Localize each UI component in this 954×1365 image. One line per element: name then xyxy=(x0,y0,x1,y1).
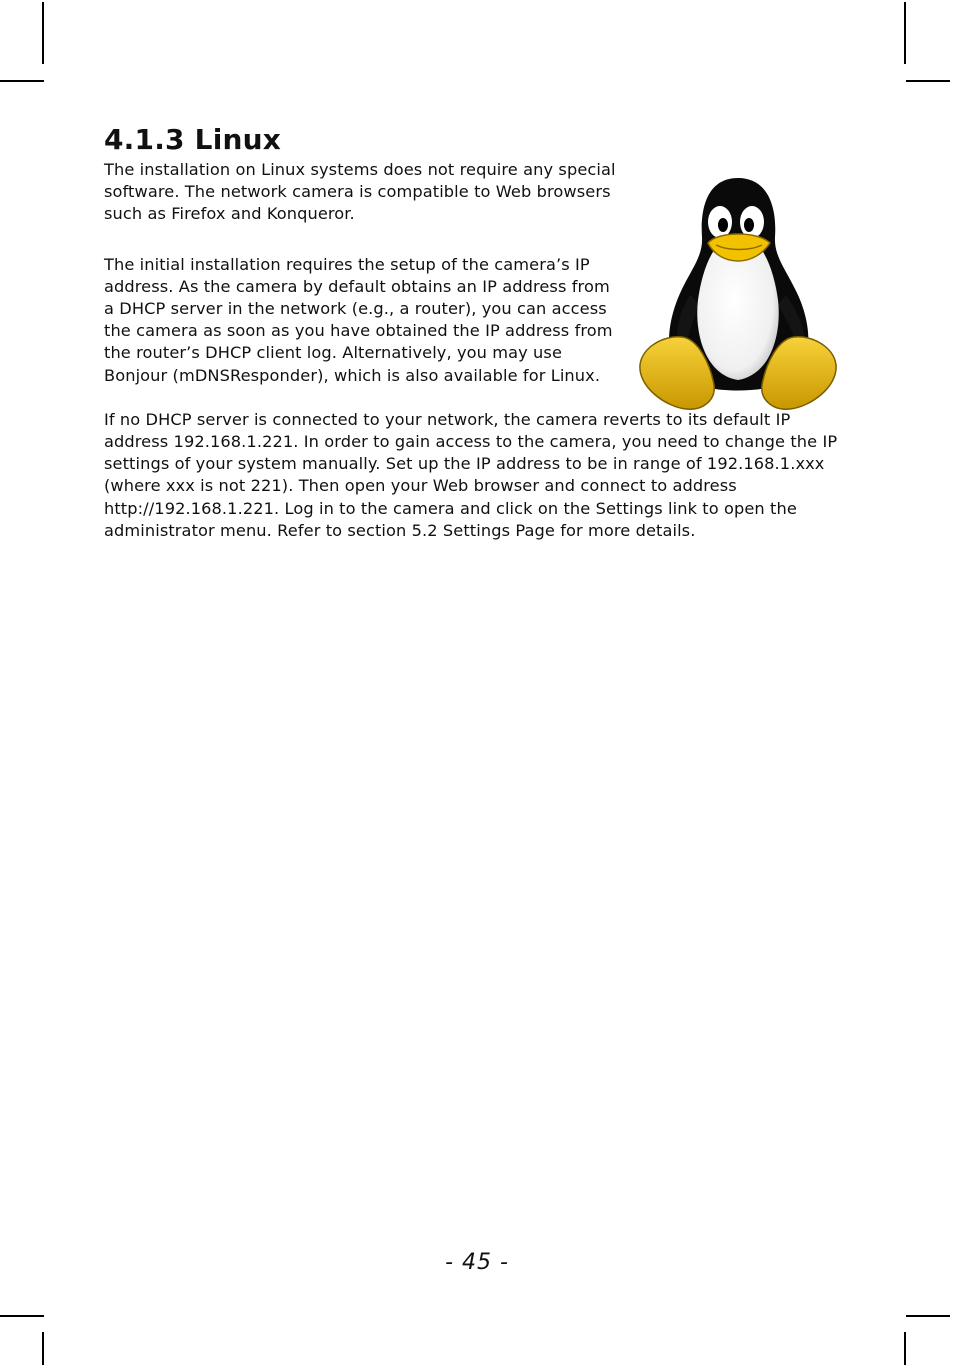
paragraph-intro: The installation on Linux systems does not require any special software. The network camera is compatible to Web browsers such as Firefox and Konqueror. xyxy=(104,160,616,224)
crop-mark xyxy=(906,80,950,82)
tux-penguin-icon xyxy=(638,175,838,411)
paragraph-initial-setup: The initial installation requires the setup of the camera’s IP address. As the camera by default obtains an IP address from a DHCP server in the network (e.g., a router), you can access the camera as soon as you have obtained the IP address from the router’s DHCP client log. Alternatively, you may use Bonjour (mDNSResponder), which is also available for Linux. xyxy=(104,254,613,385)
crop-mark xyxy=(904,2,906,64)
section-title: 4.1.3 Linux xyxy=(104,123,282,156)
crop-mark xyxy=(42,1332,44,1365)
crop-mark xyxy=(906,1315,950,1317)
crop-mark xyxy=(904,1332,906,1365)
paragraph-no-dhcp: If no DHCP server is connected to your network, the camera reverts to its default IP address 192.168.1.221. In order to gain access to the camera, you need to change the IP settings of your system manually. Set up the IP address to be in range of 192.168.1.xxx (where xxx is not 221). Then open your Web browser and connect to address http://192.168.1.221. Log in to the camera and click on the Settings link to open the administrator menu. Refer to section 5.2 Settings Page for more details. xyxy=(104,409,838,540)
page-number: - 45 - xyxy=(445,1250,509,1275)
crop-mark xyxy=(0,1315,44,1317)
crop-mark xyxy=(42,2,44,64)
crop-mark xyxy=(0,80,44,82)
